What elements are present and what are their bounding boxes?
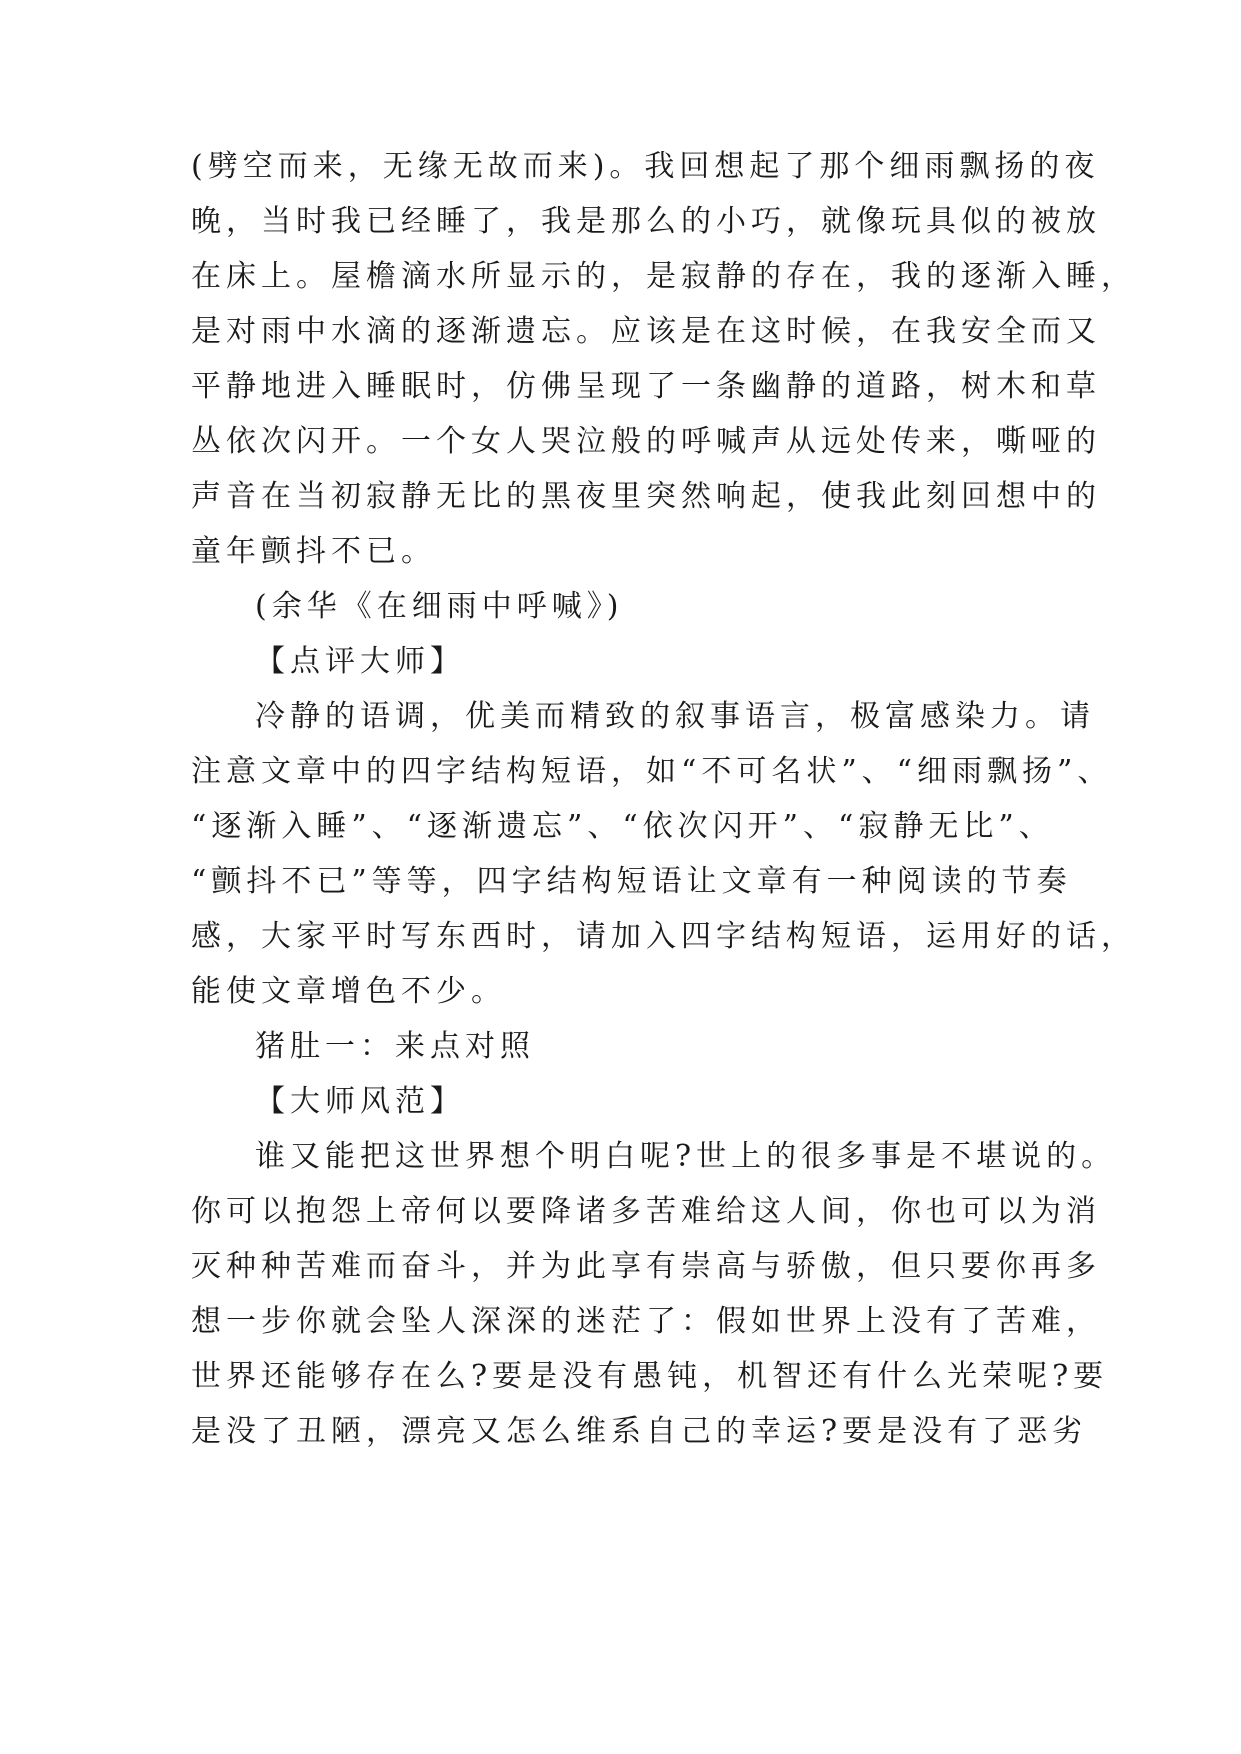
text-line: 声音在当初寂静无比的黑夜里突然响起，使我此刻回想中的 <box>191 479 1101 514</box>
text-line: (劈空而来，无缘无故而来)。我回想起了那个细雨飘扬的夜 <box>191 149 1100 184</box>
text-line: “逐渐入睡”、“逐渐遗忘”、“依次闪开”、“寂静无比”、 <box>191 809 1054 844</box>
text-line: 是没了丑陋，漂亮又怎么维系自己的幸运?要是没有了恶劣 <box>191 1414 1088 1449</box>
text-line: 在床上。屋檐滴水所显示的，是寂静的存在，我的逐渐入睡， <box>191 259 1136 294</box>
text-line: 是对雨中水滴的逐渐遗忘。应该是在这时候，在我安全而又 <box>191 314 1101 349</box>
section-heading: 猪肚一：来点对照 <box>255 1029 535 1064</box>
text-line: 感，大家平时写东西时，请加入四字结构短语，运用好的话， <box>191 919 1136 954</box>
section-heading: 【点评大师】 <box>255 644 465 679</box>
text-line: 谁又能把这世界想个明白呢?世上的很多事是不堪说的。 <box>255 1139 1117 1174</box>
text-line: 丛依次闪开。一个女人哭泣般的呼喊声从远处传来，嘶哑的 <box>191 424 1101 459</box>
text-line: 世界还能够存在么?要是没有愚钝，机智还有什么光荣呢?要 <box>191 1359 1109 1394</box>
section-heading: 【大师风范】 <box>255 1084 465 1119</box>
text-line: “颤抖不已”等等，四字结构短语让文章有一种阅读的节奏 <box>191 864 1072 899</box>
text-line: 冷静的语调，优美而精致的叙事语言，极富感染力。请 <box>255 699 1095 734</box>
text-line: 能使文章增色不少。 <box>191 974 506 1009</box>
text-line: 想一步你就会坠人深深的迷茫了：假如世界上没有了苦难， <box>191 1304 1101 1339</box>
text-line: 童年颤抖不已。 <box>191 534 436 569</box>
text-line: 灭种种苦难而奋斗，并为此享有崇高与骄傲，但只要你再多 <box>191 1249 1101 1284</box>
citation-line: (余华《在细雨中呼喊》) <box>255 589 624 624</box>
text-line: 平静地进入睡眠时，仿佛呈现了一条幽静的道路，树木和草 <box>191 369 1101 404</box>
text-line: 你可以抱怨上帝何以要降诸多苦难给这人间，你也可以为消 <box>191 1194 1101 1229</box>
text-line: 注意文章中的四字结构短语，如“不可名状”、“细雨飘扬”、 <box>191 754 1113 789</box>
text-line: 晚，当时我已经睡了，我是那么的小巧，就像玩具似的被放 <box>191 204 1101 239</box>
